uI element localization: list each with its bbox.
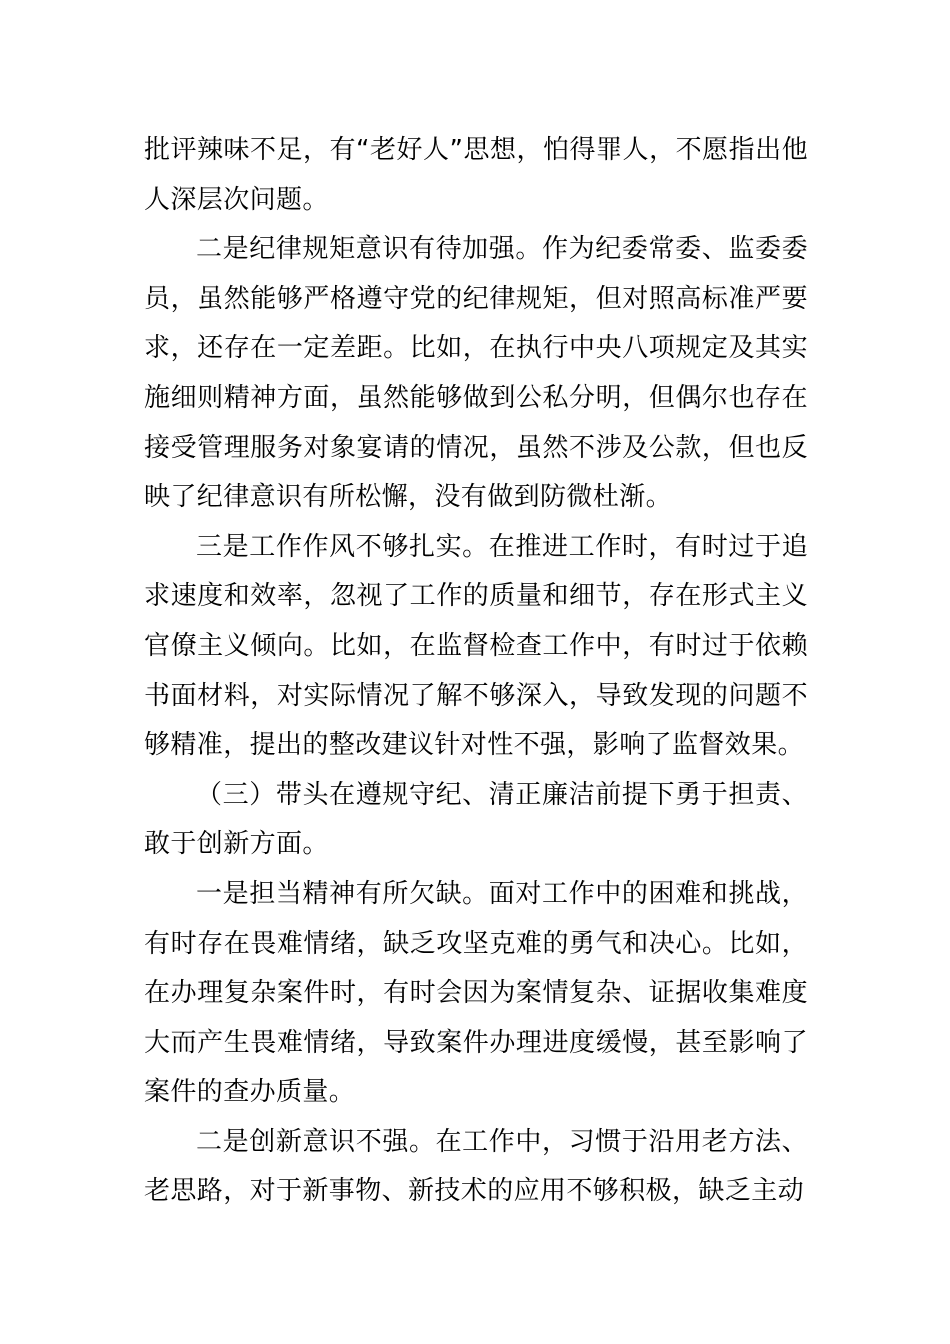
paragraph-work-style: 三是工作作风不够扎实。在推进工作时，有时过于追求速度和效率，忽视了工作的质量和细节，存在形式主义官僚主义倾向。比如，在监督检查工作中，有时过于依赖书面材料，对实际情况了解不够深入，导致发现的问题不够精准，提出的整改建议针对性不强，影响了监督效果。 [144,531,808,761]
paragraph-criticism-continued: 批评辣味不足，有“老好人”思想，怕得罪人，不愿指出他人深层次问题。 [144,135,808,215]
paragraph-discipline-awareness: 二是纪律规矩意识有待加强。作为纪委常委、监委委员，虽然能够严格遵守党的纪律规矩，但对照高标准严要求，还存在一定差距。比如，在执行中央八项规定及其实施细则精神方面，虽然能够做到公私分明，但偶尔也存在接受管理服务对象宴请的情况，虽然不涉及公款，但也反映了纪律意识有所松懈，没有做到防微杜渐。 [144,234,808,513]
paragraph-innovation: 二是创新意识不强。在工作中，习惯于沿用老方法、老思路，对于新事物、新技术的应用不够积极，缺乏主动 [144,1126,808,1207]
paragraph-responsibility: 一是担当精神有所欠缺。面对工作中的困难和挑战，有时存在畏难情绪，缺乏攻坚克难的勇气和决心。比如，在办理复杂案件时，有时会因为案情复杂、证据收集难度大而产生畏难情绪，导致案件办理进度缓慢，甚至影响了案件的查办质量。 [144,878,808,1108]
section-heading-three: （三）带头在遵规守纪、清正廉洁前提下勇于担责、敢于创新方面。 [144,779,808,860]
document-body [144,126,808,1217]
